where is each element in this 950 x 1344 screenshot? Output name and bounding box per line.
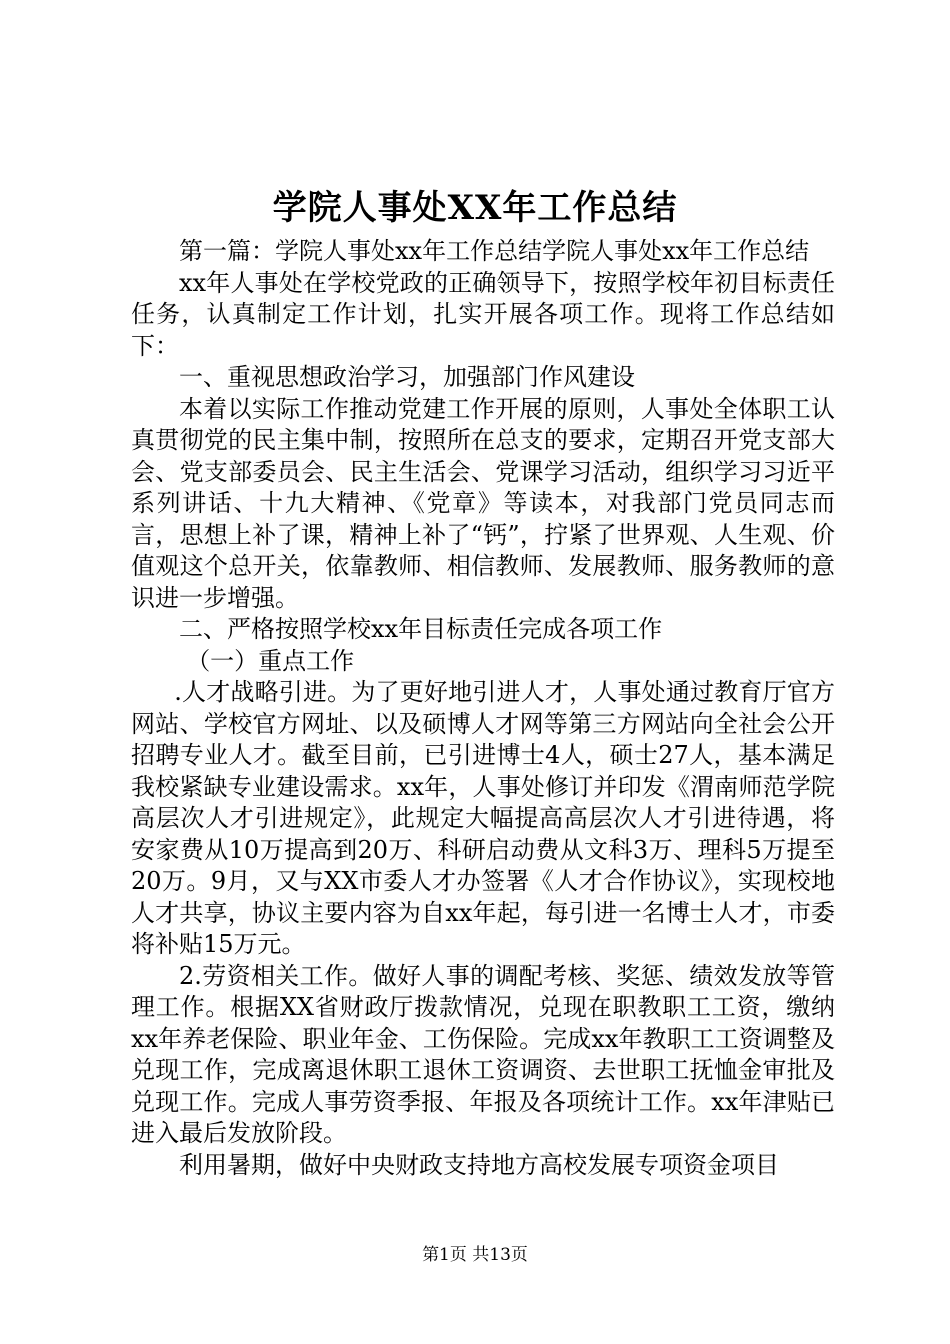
paragraph-summer-project: 利用暑期，做好中央财政支持地方高校发展专项资金项目 bbox=[179, 1150, 779, 1179]
paragraph-intro-heading: 第一篇：学院人事处xx年工作总结学院人事处xx年工作总结 bbox=[179, 237, 810, 265]
document-title: 学院人事处XX年工作总结 bbox=[272, 188, 678, 228]
section-heading-1: 一、重视思想政治学习，加强部门作风建设 bbox=[179, 363, 635, 391]
paragraph-party-building: 本着以实际工作推动党建工作开展的原则，人事处全体职工认真贯彻党的民主集中制，按照所在总支的要求，定期召开党支部大会、党支部委员会、民主生活会、党课学习活动，组织学习习近平系列讲话、十九大精神、《党章》等读本，对我部门党员同志而言，思想上补了课，精神上补了“钙”，拧紧了世界观、人生观、价值观这个总开关，依靠教师、相信教师、发展教师、服务教师的意识进一步增强。 bbox=[131, 394, 835, 612]
subsection-heading-key-work: （一）重点工作 bbox=[186, 646, 355, 675]
document-body bbox=[131, 236, 835, 1181]
paragraph-intro: xx年人事处在学校党政的正确领导下，按照学校年初目标责任任务，认真制定工作计划，扎实开展各项工作。现将工作总结如下： bbox=[131, 268, 835, 360]
paragraph-labor-wages: 2.劳资相关工作。做好人事的调配考核、奖惩、绩效发放等管理工作。根据XX省财政厅拨款情况，兑现在职教职工工资，缴纳xx年养老保险、职业年金、工伤保险。完成xx年教职工工资调整及兑现工作，完成离退休职工退休工资调资、去世职工抚恤金审批及兑现工作。完成人事劳资季报、年报及各项统计工作。xx年津贴已进入最后发放阶段。 bbox=[131, 961, 835, 1147]
paragraph-talent-strategy: .人才战略引进。为了更好地引进人才，人事处通过教育厅官方网站、学校官方网址、以及硕博人才网等第三方网站向全社会公开招聘专业人才。截至目前，已引进博士4人，硕士27人，基本满足我校紧缺专业建设需求。xx年，人事处修订并印发《渭南师范学院高层次人才引进规定》，此规定大幅提高高层次人才引进待遇，将安家费从10万提高到20万、科研启动费从文科3万、理科5万提至20万。9月，又与XX市委人才办签署《人才合作协议》，实现校地人才共享，协议主要内容为自xx年起，每引进一名博士人才，市委将补贴15万元。 bbox=[131, 678, 835, 958]
section-heading-2: 二、严格按照学校xx年目标责任完成各项工作 bbox=[179, 615, 663, 643]
page-footer: 第1页 共13页 bbox=[422, 1245, 528, 1265]
